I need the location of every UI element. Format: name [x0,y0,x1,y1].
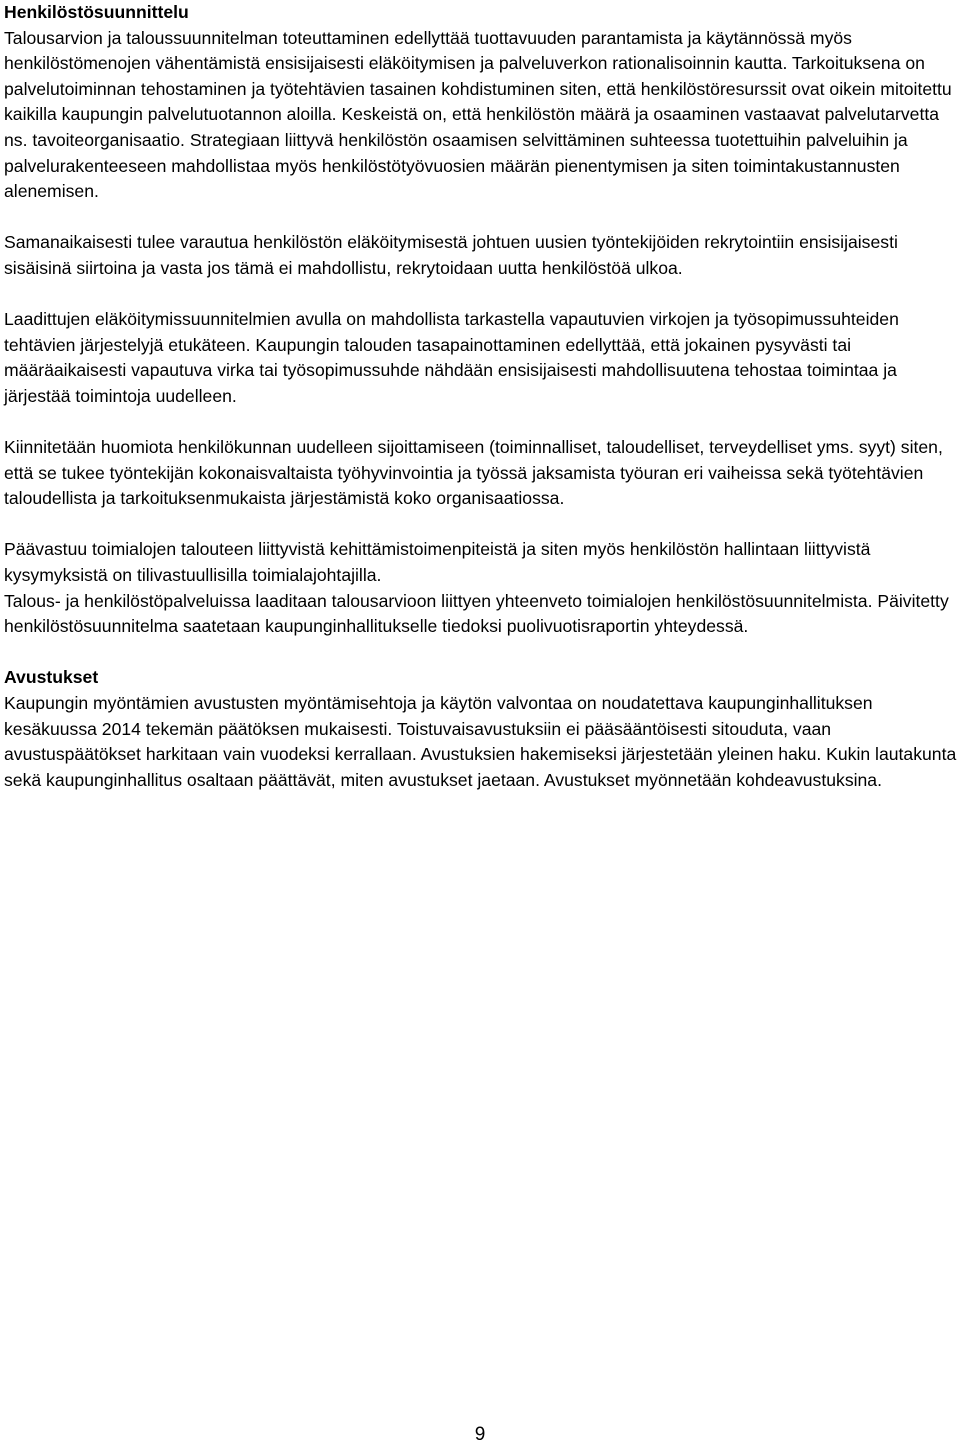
paragraph-gap [4,640,958,666]
paragraph-henkilosto-3: Laadittujen eläköitymissuunnitelmien avulla on mahdollista tarkastella vapautuvien virkojen ja työsopimussuhteiden tehtävien järjestelyjä etukäteen. Kaupungin talouden tasapainottaminen edellyttää, että jokainen pysyvästi tai määräaikaisesti vapautuva virka tai työsopimussuhde nähdään ensisijaisesti mahdollisuutena tehostaa toimintaa ja järjestää toimintoja uudelleen. [4,309,899,406]
paragraph-gap [4,205,958,231]
section-heading-avustukset: Avustukset [4,667,99,688]
paragraph-henkilosto-4: Kiinnitetään huomiota henkilökunnan uudelleen sijoittamiseen (toiminnalliset, taloudelliset, terveydelliset yms. syyt) siten, että se tukee työntekijän kokonaisvaltaista työhyvinvointia ja työssä jaksamista työuran eri vaiheissa sekä työtehtävien taloudellista ja tarkoituksenmukaista järjestämistä koko organisaatiossa. [4,437,943,509]
paragraph-gap [4,512,958,538]
paragraph-henkilosto-5: Päävastuu toimialojen talouteen liittyvistä kehittämistoimenpiteistä ja siten myös henkilöstön hallintaan liittyvistä kysymyksistä on tilivastuullisilla toimialajohtajilla. [4,539,871,586]
paragraph-henkilosto-1: Talousarvion ja taloussuunnitelman toteuttaminen edellyttää tuottavuuden parantamista ja käytännössä myös henkilöstömenojen vähentämistä ensisijaisesti eläköitymisen ja palveluverkon rationalisoinnin kautta. Tarkoituksena on palvelutoiminnan tehostaminen ja työtehtävien tasainen kohdistuminen siten, että henkilöstöresurssit ovat oikein mitoitettu kaikilla kaupungin palvelutuotannon aloilla. Keskeistä on, että henkilöstön määrä ja osaaminen vastaavat palvelutarvetta ns. tavoiteorganisaatio. Strategiaan liittyvä henkilöstön osaamisen selvittäminen suhteessa tuotettuihin palveluihin ja palvelurakenteeseen mahdollistaa myös henkilöstötyövuosien määrän pienentymisen ja siten toimintakustannusten alenemisen. [4,27,952,202]
section-heading-henkilostosuunnittelu: Henkilöstösuunnittelu [4,2,189,22]
paragraph-gap [4,410,958,436]
page-number: 9 [474,1424,486,1445]
paragraph-avustukset-1: Kaupungin myöntämien avustusten myöntämisehtoja ja käytön valvontaa on noudatettava kaupunginhallituksen kesäkuussa 2014 tekemän päätöksen mukaisesti. Toistuvaisavustuksiin ei pääsääntöisesti sitouduta, vaan avustuspäätökset harkitaan vain vuodeksi kerrallaan. Avustuksien hakemiseksi järjestetään yleinen haku. Kukin lautakunta sekä kaupunginhallitus osaltaan päättävät, miten avustukset jaetaan. Avustukset myönnetään kohdeavustuksina. [4,693,957,790]
paragraph-gap [4,282,958,308]
paragraph-henkilosto-2: Samanaikaisesti tulee varautua henkilöstön eläköitymisestä johtuen uusien työntekijöiden rekrytointiin ensisijaisesti sisäisinä siirtoina ja vasta jos tämä ei mahdollistu, rekrytoidaan uutta henkilöstöä ulkoa. [4,232,898,278]
document-page [4,0,958,793]
paragraph-henkilosto-6: Talous- ja henkilöstöpalveluissa laaditaan talousarvioon liittyen yhteenveto toimialojen henkilöstösuunnitelmista. Päivitetty henkilöstösuunnitelma saatetaan kaupunginhallitukselle tiedoksi puolivuotisraportin yhteydessä. [4,590,949,637]
